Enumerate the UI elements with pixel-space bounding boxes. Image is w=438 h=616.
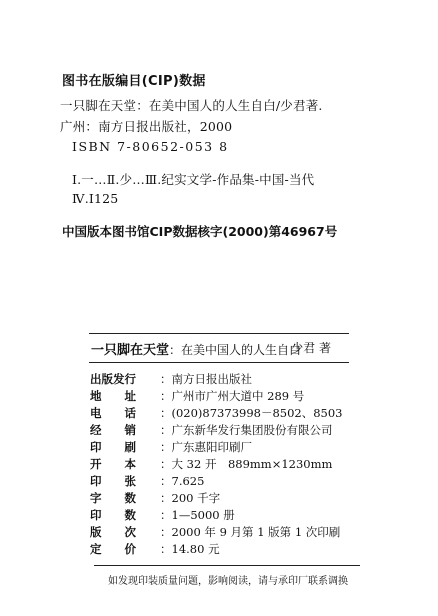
pub-label: 出版发行 (90, 372, 136, 386)
pub-row-price (90, 541, 220, 557)
pub-value: ：14.80 元 (160, 542, 220, 556)
pub-row-print-run (90, 507, 235, 523)
pub-value: ：广东惠阳印刷厂 (160, 440, 252, 454)
cip-heading: 图书在版编目(CIP)数据 (62, 74, 206, 89)
pub-row-printer (90, 439, 252, 455)
pub-value: ：1—5000 册 (160, 508, 235, 522)
pub-value: ：广州市广州大道中 289 号 (160, 389, 305, 403)
cip-isbn-line: ISBN 7-80652-053 8 (72, 139, 229, 154)
footer-note: 如发现印装质量问题，影响阅读，请与承印厂联系调换 (108, 576, 348, 587)
book-author: 少君 著 (291, 341, 331, 355)
pub-label: 印 数 (90, 508, 136, 522)
pub-value: ：广东新华发行集团股份有限公司 (160, 423, 333, 437)
pub-label: 地 址 (90, 389, 136, 403)
pub-label: 版 次 (90, 525, 136, 539)
pub-row-edition (90, 524, 340, 540)
cip-subject-line: Ⅰ.一…Ⅱ.少…Ⅲ.纪实文学-作品集-中国-当代 (72, 172, 315, 187)
pub-value: ：大 32 开 889mm×1230mm (160, 457, 333, 471)
cip-number: 中国版本图书馆CIP数据核字(2000)第46967号 (62, 224, 338, 239)
pub-row-phone (90, 405, 343, 421)
pub-label: 经 销 (90, 423, 136, 437)
pub-value: ：200 千字 (160, 491, 221, 505)
pub-row-word-count (90, 490, 220, 506)
pub-row-sheets (90, 473, 204, 489)
pub-row-address (90, 388, 304, 404)
pub-value: ：2000 年 9 月第 1 版第 1 次印刷 (160, 525, 341, 539)
pub-label: 电 话 (90, 406, 136, 420)
book-title (91, 339, 301, 358)
pub-row-publisher (90, 371, 252, 387)
footer-divider (94, 565, 360, 566)
cip-publisher-line: 广州：南方日报出版社，2000 (60, 119, 233, 134)
book-subtitle: ：在美中国人的人生自白 (169, 343, 302, 357)
pub-value: ：7.625 (160, 474, 205, 488)
cip-title-line: 一只脚在天堂：在美中国人的人生自白/少君著. (60, 98, 323, 113)
cip-classification-line: Ⅳ.I125 (72, 191, 119, 206)
pub-label: 字 数 (90, 491, 136, 505)
pub-label: 定 价 (90, 542, 136, 556)
pub-value: ：(020)87373998－8502、8503 (160, 406, 343, 420)
pub-row-distributor (90, 422, 333, 438)
pub-row-format (90, 456, 332, 472)
book-title-main: 一只脚在天堂 (91, 343, 170, 358)
pub-label: 开 本 (90, 457, 136, 471)
pub-value: ：南方日报出版社 (160, 372, 252, 386)
book-title-box (89, 333, 349, 363)
pub-label: 印 张 (90, 474, 136, 488)
pub-label: 印 刷 (90, 440, 136, 454)
